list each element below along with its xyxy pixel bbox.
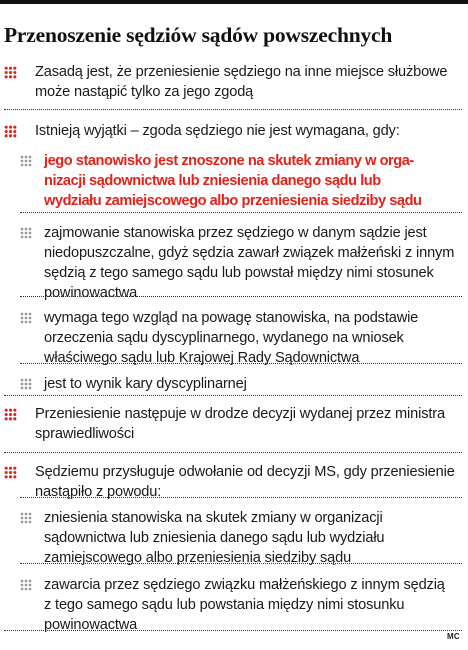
text-line: sprawiedliwości: [35, 426, 135, 442]
gray-dot-grid-icon: [20, 579, 32, 591]
sub-list-item: [20, 374, 464, 394]
list-item: [4, 462, 464, 502]
text-line: wymaga tego wzgląd na powagę stanowiska, na podstawie: [44, 310, 419, 326]
dotted-divider: [20, 497, 462, 498]
text-line: sędzią z tego samego sądu lub powstał między nimi stosunek: [44, 265, 434, 281]
text-line: zniesienia stanowiska na skutek zmiany w organizacji: [44, 510, 383, 526]
gray-dot-grid-icon: [20, 512, 32, 524]
item-text: [44, 508, 384, 568]
gray-dot-grid-icon: [20, 155, 32, 167]
text-line: niedopuszczalne, gdyż sędzia zawarł związek małżeński z innym: [44, 245, 455, 261]
text-line: jest to wynik kary dyscyplinarnej: [44, 376, 247, 392]
gray-dot-grid-icon: [20, 227, 32, 239]
dotted-divider: [20, 363, 462, 364]
text-line: Zasadą jest, że przeniesienie sędziego na inne miejsce służbowe: [35, 64, 448, 80]
text-line: zamiejscowego albo przeniesienia siedziby sądu: [44, 550, 352, 566]
text-line: orzeczenia sądu dyscyplinarnego, wydanego na wniosek: [44, 330, 404, 346]
item-text: [35, 62, 447, 102]
dotted-divider: [20, 212, 462, 213]
dotted-divider: [4, 109, 462, 110]
dotted-divider: [20, 563, 462, 564]
text-line: zajmowanie stanowiska przez sędziego w danym sądzie jest: [44, 225, 427, 241]
dotted-divider: [4, 452, 462, 453]
red-dot-grid-icon: [4, 408, 17, 421]
top-rule: [0, 0, 468, 4]
text-line: sądownictwa lub zniesienia danego sądu lub wydziału: [44, 530, 385, 546]
dotted-divider: [4, 395, 462, 396]
text-line: nizacji sądownictwa lub zniesienia danego sądu lub: [44, 173, 381, 189]
dotted-divider: [4, 630, 462, 631]
list-item: [4, 62, 464, 102]
sub-list-item: [20, 575, 464, 635]
text-line: Sędziemu przysługuje odwołanie od decyzji MS, gdy przeniesienie: [35, 464, 455, 480]
item-text: [44, 223, 454, 303]
item-text: [35, 404, 445, 444]
red-dot-grid-icon: [4, 125, 17, 138]
text-line: z tego samego sądu lub powstania między nimi stosunku: [44, 597, 405, 613]
sub-list-item: [20, 308, 464, 368]
text-line: Istnieją wyjątki – zgoda sędziego nie jest wymagana, gdy:: [35, 123, 400, 139]
list-item: [4, 404, 464, 444]
list-item: [4, 121, 464, 141]
sub-list-item: [20, 151, 464, 211]
item-text: [44, 308, 418, 368]
sub-list-item: [20, 223, 464, 303]
red-dot-grid-icon: [4, 466, 17, 479]
item-text: [35, 121, 400, 141]
highlighted-item-text: [44, 151, 422, 211]
gray-dot-grid-icon: [20, 312, 32, 324]
credit-label: MC: [446, 632, 460, 641]
text-line: może nastąpić tylko za jego zgodą: [35, 84, 254, 100]
text-line: Przeniesienie następuje w drodze decyzji wydanej przez ministra: [35, 406, 445, 422]
text-line: właściwego sądu lub Krajowej Rady Sądownictwa: [44, 350, 360, 366]
text-line: zawarcia przez sędziego związku małżeńskiego z innym sędzią: [44, 577, 445, 593]
item-text: [44, 374, 247, 394]
text-line: powinowactwa: [44, 617, 138, 633]
dotted-divider: [20, 296, 462, 297]
sub-list-item: [20, 508, 464, 568]
gray-dot-grid-icon: [20, 378, 32, 390]
text-line: jego stanowisko jest znoszone na skutek zmiany w orga-: [44, 153, 414, 169]
text-line: powinowactwa: [44, 285, 138, 301]
text-line: wydziału zamiejscowego albo przeniesienia siedziby sądu: [44, 193, 422, 209]
page-title: Przenoszenie sędziów sądów powszechnych: [4, 23, 393, 47]
item-text: [35, 462, 455, 502]
red-dot-grid-icon: [4, 66, 17, 79]
item-text: [44, 575, 445, 635]
text-line: nastąpiło z powodu:: [35, 484, 162, 500]
